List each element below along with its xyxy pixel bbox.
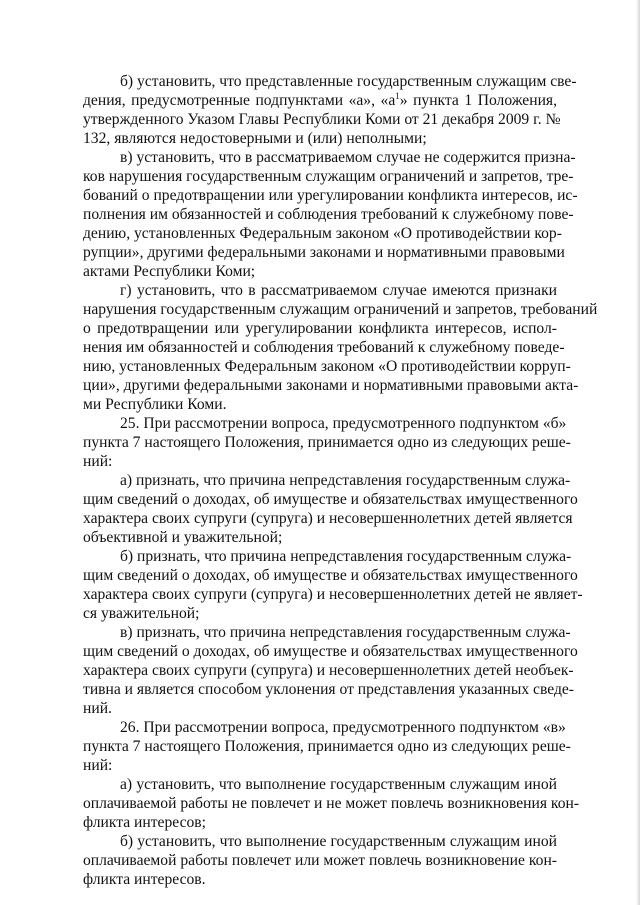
text-line: в) признать, что причина непредставления государственным служа-	[120, 624, 571, 641]
text-line: дению, установленных Федеральным законом «О противодействии кор-	[83, 225, 562, 242]
text-line: полнения им обязанностей и соблюдения требований к служебному пове-	[83, 206, 574, 223]
text-line: ции», другими федеральными законами и нормативными правовыми акта-	[83, 377, 579, 394]
text-line: нения им обязанностей и соблюдения требований к служебному поведе-	[83, 339, 565, 356]
text-line: ний.	[83, 700, 112, 717]
text-line: в) установить, что в рассматриваемом случае не содержится призна-	[120, 149, 576, 166]
text-line: ний:	[83, 453, 113, 470]
text-line: фликта интересов;	[83, 814, 206, 831]
text-line: щим сведений о доходах, об имуществе и обязательствах имущественного	[83, 567, 578, 584]
text-line: щим сведений о доходах, об имуществе и обязательствах имущественного	[83, 643, 578, 660]
text-line: характера своих супруги (супруга) и несовершеннолетних детей не являет-	[83, 586, 583, 603]
text-line: б) установить, что представленные государственным служащим све-	[120, 73, 577, 90]
text-line: г) установить, что в рассматриваемом случае имеются признаки	[120, 282, 557, 299]
text-line: щим сведений о доходах, об имуществе и обязательствах имущественного	[83, 491, 578, 508]
text-line: бований о предотвращении или урегулировании конфликта интересов, ис-	[83, 187, 578, 204]
text-line: 132, являются недостоверными и (или) неполными;	[83, 130, 427, 147]
text-line: характера своих супруги (супруга) и несовершеннолетних детей необъек-	[83, 662, 574, 679]
text-line: ков нарушения государственным служащим ограничений и запретов, тре-	[83, 168, 574, 185]
text-line: объективной и уважительной;	[83, 529, 283, 546]
text-line: б) признать, что причина непредставления государственным служа-	[120, 548, 572, 565]
text-line: о предотвращении или урегулировании конфликта интересов, испол-	[83, 320, 557, 337]
text-line: а) признать, что причина непредставления государственным служа-	[120, 472, 571, 489]
text-line: оплачиваемой работы повлечет или может повлечь возникновение кон-	[83, 852, 557, 869]
superscript: 1	[395, 91, 400, 101]
text-line: нию, установленных Федеральным законом «О противодействии корруп-	[83, 358, 571, 375]
text-line: ми Республики Коми.	[83, 396, 227, 413]
text-line: фликта интересов.	[83, 871, 206, 888]
text-line: ся уважительной;	[83, 605, 200, 622]
text-line: ний:	[83, 757, 113, 774]
text-fragment: дения, предусмотренные подпунктами «а», «а	[83, 92, 396, 109]
text-line: тивна и является способом уклонения от представления указанных сведе-	[83, 681, 575, 698]
text-line: нарушения государственным служащим ограничений и запретов, требований	[83, 301, 598, 318]
text-line: актами Республики Коми;	[83, 263, 256, 280]
text-line: 25. При рассмотрении вопроса, предусмотренного подпунктом «б»	[120, 415, 567, 432]
text-line: пункта 7 настоящего Положения, принимается одно из следующих реше-	[83, 434, 571, 451]
page-edge-shadow	[636, 0, 640, 905]
text-line: утвержденного Указом Главы Республики Коми от 21 декабря 2009 г. №	[83, 111, 561, 128]
text-line: характера своих супруги (супруга) и несовершеннолетних детей является	[83, 510, 573, 527]
text-line: пункта 7 настоящего Положения, принимается одно из следующих реше-	[83, 738, 571, 755]
text-line: а) установить, что выполнение государственным служащим иной	[120, 776, 557, 793]
text-fragment: » пункта 1 Положения,	[399, 92, 557, 109]
text-line	[83, 91, 557, 110]
text-line: б) установить, что выполнение государственным служащим иной	[120, 833, 557, 850]
text-line: оплачиваемой работы не повлечет и не может повлечь возникновения кон-	[83, 795, 580, 812]
document-body	[83, 72, 598, 889]
text-line: рупции», другими федеральными законами и нормативными правовыми	[83, 244, 565, 261]
text-line: 26. При рассмотрении вопроса, предусмотренного подпунктом «в»	[120, 719, 566, 736]
